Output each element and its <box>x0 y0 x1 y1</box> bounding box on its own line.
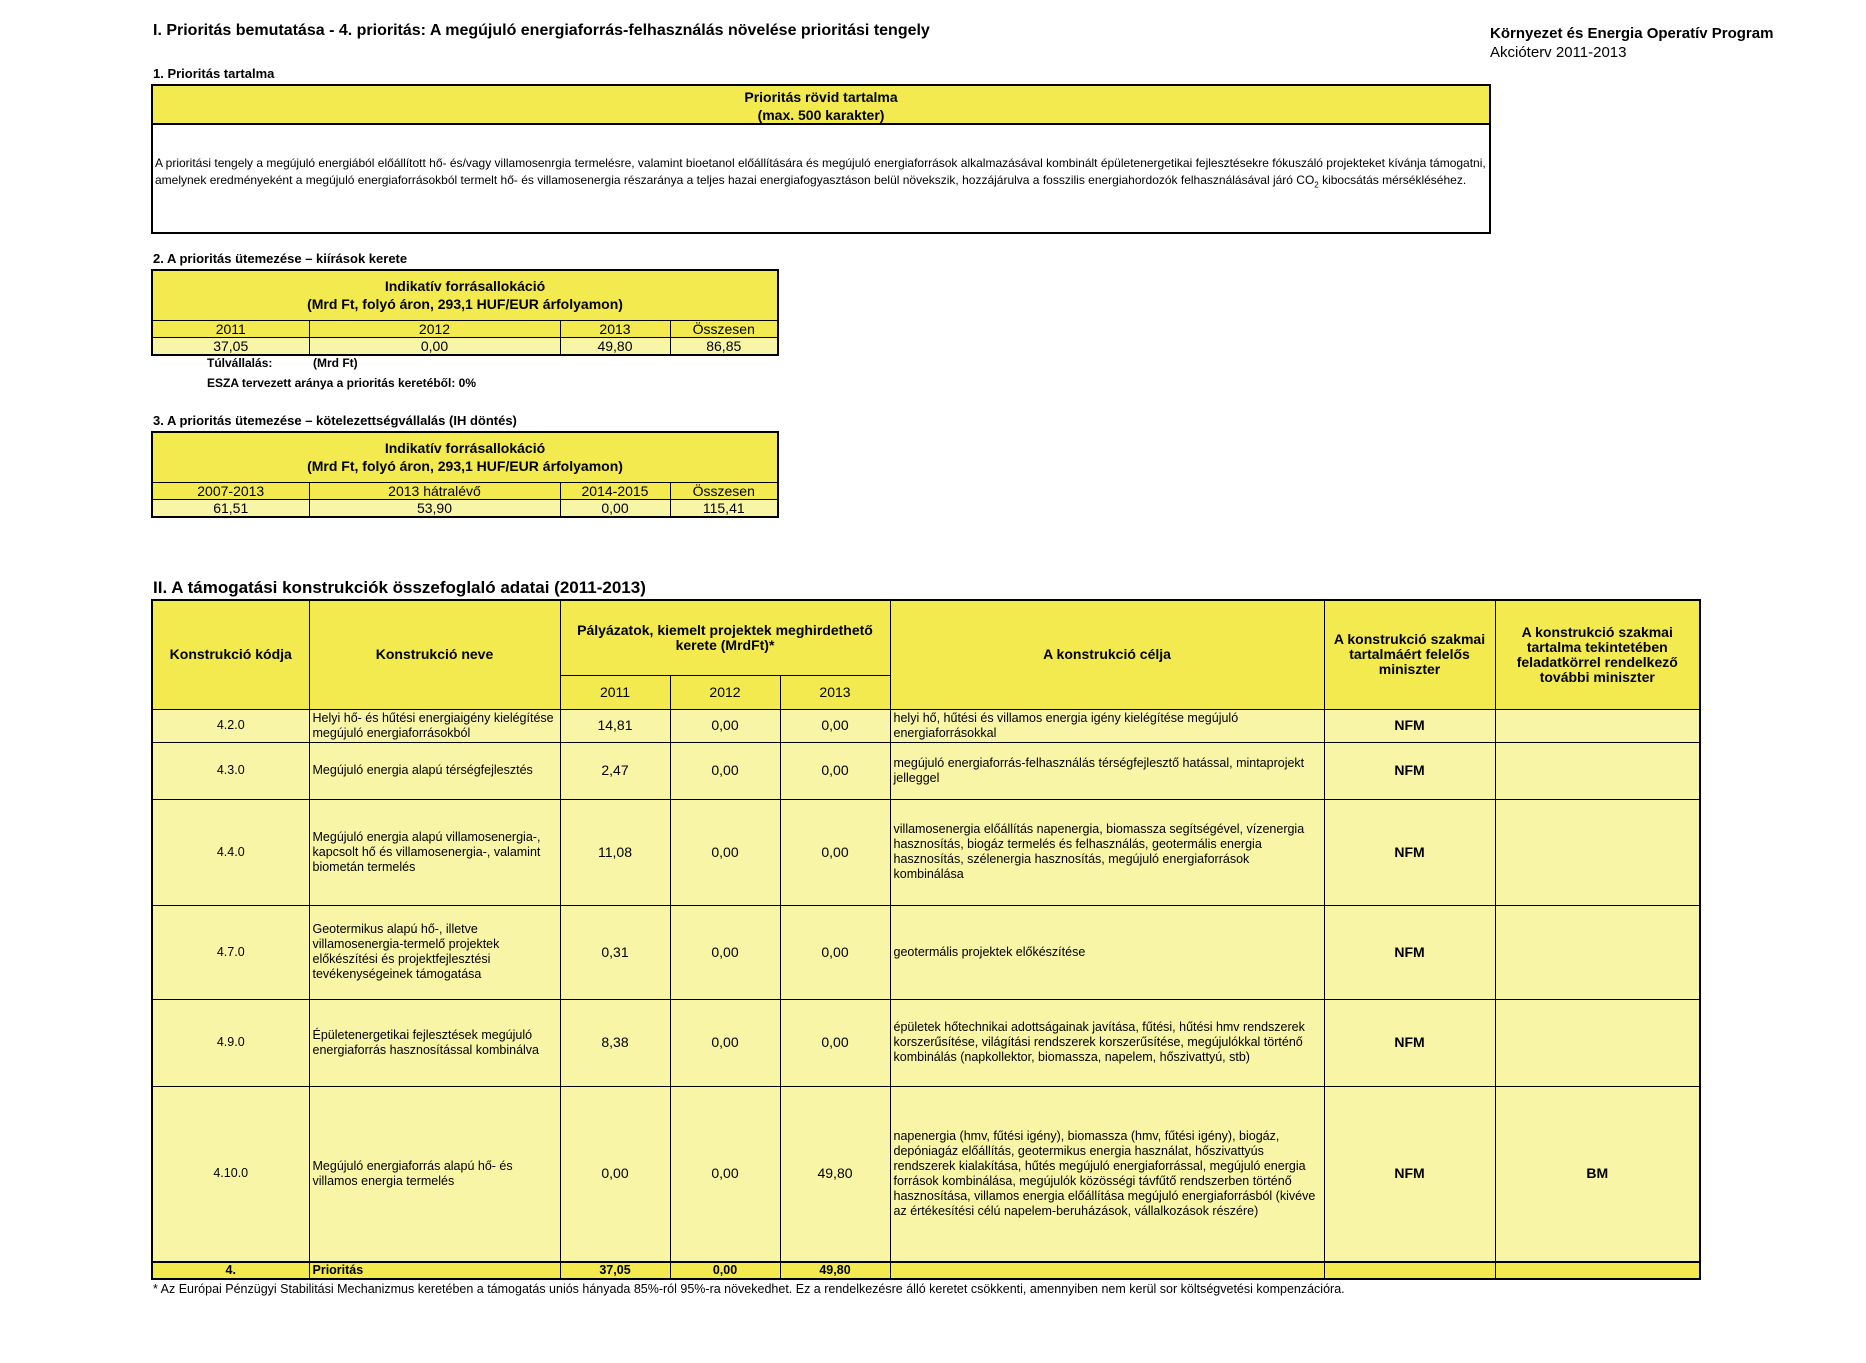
row-name: Helyi hő- és hűtési energiaigény kielégítése megújuló energiaforrásokból <box>309 709 560 742</box>
table-row <box>152 999 1700 1086</box>
row-value-2011: 11,08 <box>560 799 670 905</box>
row-minister: NFM <box>1324 905 1495 999</box>
total-minister-empty <box>1324 1262 1495 1279</box>
header-goal: A konstrukció célja <box>890 600 1324 709</box>
row-code: 4.3.0 <box>152 742 309 799</box>
page-title: I. Prioritás bemutatása - 4. prioritás: A megújuló energiaforrás-felhasználás növelése prioritási tengely <box>153 22 930 39</box>
row-minister: NFM <box>1324 1086 1495 1262</box>
row-value-2011: 8,38 <box>560 999 670 1086</box>
allocation-3-subtitle: (Mrd Ft, folyó áron, 293,1 HUF/EUR árfolyamon) <box>307 458 623 475</box>
header-name: Konstrukció neve <box>309 600 560 709</box>
section-3-heading: 3. A prioritás ütemezése – kötelezettségvállalás (IH döntés) <box>153 413 517 428</box>
row-value-2012: 0,00 <box>670 999 780 1086</box>
row-code: 4.2.0 <box>152 709 309 742</box>
priority-text-part-a: A prioritási tengely a megújuló energiából előállított hő- és/vagy villamosenrgia termelésre, valamint bioetanol előállítására és megújuló energiaforrások alkalmazásával kombinált épületenergetikai fejlesztésekre fókuszáló projekteket kívánja támogatni, amelynek eredményeként a megújuló energiaforrásokból termelt hő- és villamosenergia részaránya a teljes hazai energiafogyasztáson belül növekszik, hozzájárulva a fosszilis energiahordozók felhasználásával járó CO <box>155 156 1486 187</box>
row-goal: napenergia (hmv, fűtési igény), biomassza (hmv, fűtési igény), biogáz, depóniagáz előállítás, geotermikus energia használat, hőszivattyús rendszerek kialakítása, hűtés megújuló energiaforrással, megújuló energia források kombinálása, megújulók közösségi távfűtő rendszerben történő hasznosítása, villamos energia előállítása megújuló energiaforrásból (kivéve az értékesítési célú napelem-beruházások, vállalkozások részére) <box>890 1086 1324 1262</box>
row-minister: NFM <box>1324 999 1495 1086</box>
row-name: Megújuló energia alapú villamosenergia-, kapcsolt hő és villamosenergia-, valamint biometán termelés <box>309 799 560 905</box>
esza-ratio: ESZA tervezett aránya a prioritás keretéből: 0% <box>207 376 476 390</box>
col-header: 2012 <box>309 320 560 337</box>
row-value-2012: 0,00 <box>670 709 780 742</box>
value-cell: 37,05 <box>152 337 309 355</box>
row-value-2012: 0,00 <box>670 799 780 905</box>
footnote: * Az Európai Pénzügyi Stabilitási Mechanizmus keretében a támogatás uniós hányada 85%-ról 95%-ra növekedhet. Ez a rendelkezésre álló keretet csökkenti, amennyiben nem kerül sor költségvetési kompenzációra. <box>153 1282 1345 1296</box>
value-cell: 61,51 <box>152 499 309 517</box>
total-row <box>152 1262 1700 1279</box>
row-value-2013: 0,00 <box>780 905 890 999</box>
allocation-table-3 <box>151 431 779 518</box>
program-header <box>1490 24 1773 62</box>
header-minister: A konstrukció szakmai tartalmáért felelős miniszter <box>1324 600 1495 709</box>
row-code: 4.9.0 <box>152 999 309 1086</box>
allocation-3-title: Indikatív forrásallokáció <box>384 440 546 457</box>
allocation-table-2-header <box>152 270 778 320</box>
row-minister: NFM <box>1324 799 1495 905</box>
col-header: 2014-2015 <box>560 482 670 499</box>
col-header: 2007-2013 <box>152 482 309 499</box>
section-1-heading: 1. Prioritás tartalma <box>153 66 275 81</box>
row-value-2013: 0,00 <box>780 709 890 742</box>
row-code: 4.4.0 <box>152 799 309 905</box>
row-goal: villamosenergia előállítás napenergia, biomassza segítségével, vízenergia hasznosítás, biogáz termelés és felhasználás, geotermális energia hasznosítás, szélenergia hasznosítás, megújuló energiaforrások kombinálása <box>890 799 1324 905</box>
allocation-table-3-header <box>152 432 778 482</box>
row-other-minister <box>1495 799 1700 905</box>
row-name: Megújuló energia alapú térségfejlesztés <box>309 742 560 799</box>
col-header: 2013 hátralévő <box>309 482 560 499</box>
row-other-minister <box>1495 999 1700 1086</box>
row-code: 4.7.0 <box>152 905 309 999</box>
co2-subscript: 2 <box>1314 180 1319 190</box>
row-value-2011: 2,47 <box>560 742 670 799</box>
col-header: 2011 <box>152 320 309 337</box>
row-name: Geotermikus alapú hő-, illetve villamosenergia-termelő projektek előkészítési és projektfejlesztési tevékenységeinek támogatása <box>309 905 560 999</box>
priority-content-header <box>153 86 1489 125</box>
priority-content-subtitle: (max. 500 karakter) <box>757 107 885 123</box>
overcommitment-label: Túlvállalás: <box>207 356 273 370</box>
total-value-2011: 37,05 <box>560 1262 670 1279</box>
row-other-minister <box>1495 742 1700 799</box>
value-cell: 53,90 <box>309 499 560 517</box>
row-goal: geotermális projektek előkészítése <box>890 905 1324 999</box>
row-code: 4.10.0 <box>152 1086 309 1262</box>
col-header: Összesen <box>670 320 778 337</box>
row-value-2013: 0,00 <box>780 799 890 905</box>
total-name: Prioritás <box>309 1262 560 1279</box>
priority-content-box <box>151 84 1491 234</box>
section-2-heading: 2. A prioritás ütemezése – kiírások kerete <box>153 251 408 266</box>
total-value-2013: 49,80 <box>780 1262 890 1279</box>
row-goal: helyi hő, hűtési és villamos energia igény kielégítése megújuló energiaforrásokkal <box>890 709 1324 742</box>
constructions-table <box>151 599 1701 1280</box>
table-row <box>152 799 1700 905</box>
total-other-empty <box>1495 1262 1700 1279</box>
row-other-minister: BM <box>1495 1086 1700 1262</box>
priority-text-part-b: kibocsátás mérsékléséhez. <box>1318 173 1467 187</box>
value-cell: 0,00 <box>309 337 560 355</box>
program-name: Környezet és Energia Operatív Program <box>1490 25 1774 42</box>
allocation-2-title: Indikatív forrásallokáció <box>384 278 546 295</box>
table-row <box>152 709 1700 742</box>
row-name: Épületenergetikai fejlesztések megújuló energiaforrás hasznosítással kombinálva <box>309 999 560 1086</box>
table-row <box>152 1086 1700 1262</box>
row-other-minister <box>1495 905 1700 999</box>
col-header: Összesen <box>670 482 778 499</box>
row-value-2013: 0,00 <box>780 999 890 1086</box>
header-budget: Pályázatok, kiemelt projektek meghirdethető kerete (MrdFt)* <box>560 600 890 675</box>
row-other-minister <box>1495 709 1700 742</box>
row-value-2012: 0,00 <box>670 1086 780 1262</box>
row-value-2011: 14,81 <box>560 709 670 742</box>
section-ii-heading: II. A támogatási konstrukciók összefoglaló adatai (2011-2013) <box>153 578 646 597</box>
total-code: 4. <box>152 1262 309 1279</box>
allocation-2-subtitle: (Mrd Ft, folyó áron, 293,1 HUF/EUR árfolyamon) <box>307 296 623 313</box>
value-cell: 49,80 <box>560 337 670 355</box>
row-minister: NFM <box>1324 742 1495 799</box>
header-year-2013: 2013 <box>780 675 890 709</box>
header-code: Konstrukció kódja <box>152 600 309 709</box>
row-value-2011: 0,00 <box>560 1086 670 1262</box>
priority-content-text <box>153 125 1489 193</box>
action-plan-label: Akcióterv 2011-2013 <box>1490 44 1627 61</box>
col-header: 2013 <box>560 320 670 337</box>
row-value-2011: 0,31 <box>560 905 670 999</box>
row-value-2013: 49,80 <box>780 1086 890 1262</box>
table-row <box>152 742 1700 799</box>
value-cell: 115,41 <box>670 499 778 517</box>
total-goal-empty <box>890 1262 1324 1279</box>
header-year-2012: 2012 <box>670 675 780 709</box>
row-value-2012: 0,00 <box>670 905 780 999</box>
overcommitment-unit: (Mrd Ft) <box>313 356 358 370</box>
table-row <box>152 905 1700 999</box>
value-cell: 0,00 <box>560 499 670 517</box>
row-name: Megújuló energiaforrás alapú hő- és villamos energia termelés <box>309 1086 560 1262</box>
header-other-minister: A konstrukció szakmai tartalma tekintetében feladatkörrel rendelkező további miniszter <box>1495 600 1700 709</box>
row-value-2013: 0,00 <box>780 742 890 799</box>
total-value-2012: 0,00 <box>670 1262 780 1279</box>
value-cell: 86,85 <box>670 337 778 355</box>
row-value-2012: 0,00 <box>670 742 780 799</box>
row-minister: NFM <box>1324 709 1495 742</box>
allocation-table-2 <box>151 269 779 356</box>
priority-content-title: Prioritás rövid tartalma <box>744 89 898 105</box>
row-goal: megújuló energiaforrás-felhasználás térségfejlesztő hatással, mintaprojekt jelleggel <box>890 742 1324 799</box>
row-goal: épületek hőtechnikai adottságainak javítása, fűtési, hűtési hmv rendszerek korszerűsítése, világítási rendszerek korszerűsítése, megújulókkal történő kombinálás (napkollektor, biomassza, napelem, hőszivattyú, stb) <box>890 999 1324 1086</box>
header-year-2011: 2011 <box>560 675 670 709</box>
